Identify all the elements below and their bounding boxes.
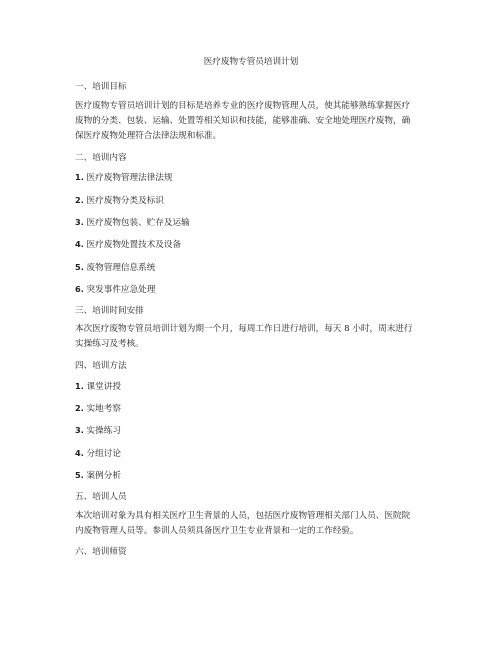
section-heading-method: 四、培训方法: [75, 361, 127, 371]
list-item: [75, 171, 173, 184]
paragraph-line: 实操练习及考核。: [75, 339, 144, 349]
paragraph-line: 废物的分类、包装、运输、处置等相关知识和技能，能够准确、安全地处理医疗废物，确: [75, 116, 411, 126]
section-heading-schedule: 三、培训时间安排: [75, 306, 144, 316]
list-item: [75, 402, 121, 415]
list-item-number: 3.: [75, 217, 84, 227]
list-item: [75, 283, 155, 296]
list-item: [75, 447, 121, 460]
paragraph-line: 本次医疗废物专管员培训计划为期一个月，每周工作日进行培训，每天 8 小时，周末进行: [75, 324, 413, 334]
list-item-text: 医疗废物处置技术及设备: [86, 240, 182, 250]
paragraph-line: 保医疗废物处理符合法律法规和标准。: [75, 131, 222, 141]
list-item-number: 2.: [75, 403, 84, 413]
list-item-number: 2.: [75, 195, 84, 205]
paragraph-line: 内废物管理人员等。参训人员须具备医疗卫生专业背景和一定的工作经验。: [75, 526, 359, 536]
list-item: [75, 194, 164, 207]
list-item-text: 医疗废物包装、贮存及运输: [86, 218, 190, 228]
list-item: [75, 380, 121, 393]
list-item-text: 废物管理信息系统: [86, 263, 156, 273]
list-item-number: 4.: [75, 239, 84, 249]
list-item-number: 5.: [75, 470, 84, 480]
list-item-text: 医疗废物分类及标识: [86, 196, 164, 206]
list-item: [75, 424, 121, 437]
list-item-text: 课堂讲授: [86, 382, 121, 392]
list-item-text: 案例分析: [86, 471, 121, 481]
list-item-number: 1.: [75, 172, 84, 182]
section-heading-people: 五、培训人员: [75, 492, 127, 502]
list-item-number: 5.: [75, 262, 84, 272]
list-item-text: 医疗废物管理法律法规: [86, 173, 173, 183]
list-item-number: 3.: [75, 425, 84, 435]
list-item-text: 实操练习: [86, 426, 121, 436]
paragraph-line: 本次培训对象为具有相关医疗卫生背景的人员，包括医疗废物管理相关部门人员、医院院: [75, 511, 411, 521]
list-item-number: 4.: [75, 448, 84, 458]
list-item: [75, 238, 181, 251]
list-item-number: 1.: [75, 381, 84, 391]
document-title: 医疗废物专管员培训计划: [203, 57, 299, 67]
section-paragraph-people: [75, 509, 430, 539]
list-item: [75, 216, 190, 229]
list-item-text: 突发事件应急处理: [86, 285, 156, 295]
section-heading-content: 二、培训内容: [75, 153, 127, 163]
section-heading-teachers: 六、培训师资: [75, 547, 127, 557]
section-paragraph-schedule: [75, 322, 430, 352]
section-paragraph-goal: [75, 99, 430, 144]
list-item-number: 6.: [75, 284, 84, 294]
paragraph-line: 医疗废物专管员培训计划的目标是培养专业的医疗废物管理人员，使其能够熟练掌握医疗: [75, 101, 411, 111]
list-item-text: 分组讨论: [86, 449, 121, 459]
list-item-text: 实地考察: [86, 404, 121, 414]
list-item: [75, 469, 121, 482]
section-heading-goal: 一、培训目标: [75, 82, 127, 92]
list-item: [75, 261, 155, 274]
